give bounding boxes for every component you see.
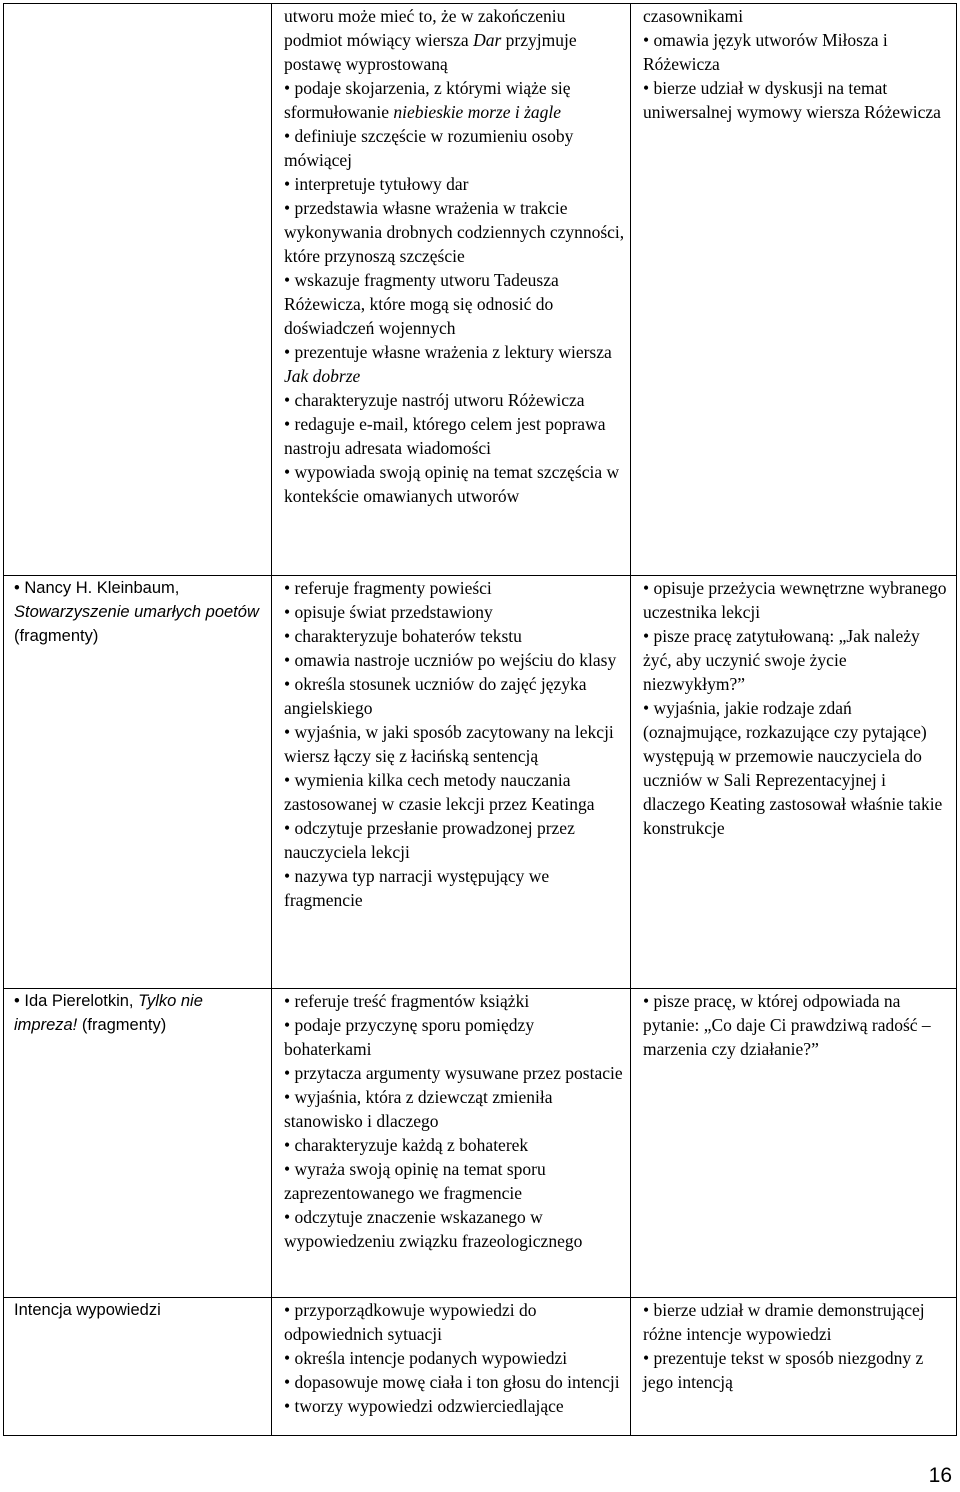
text-run: • interpretuje tytułowy dar	[284, 174, 469, 194]
text-run: • określa stosunek uczniów do zajęć języka angielskiego	[284, 674, 587, 718]
list-item	[284, 576, 625, 600]
text-run: • przyporządkowuje wypowiedzi do odpowiednich sytuacji	[284, 1300, 537, 1344]
text-run: • wyjaśnia, która z dziewcząt zmieniła stanowisko i dlaczego	[284, 1087, 553, 1131]
text-run: • prezentuje własne wrażenia z lektury wiersza	[284, 342, 612, 362]
text-run: • omawia język utworów Miłosza i Różewicza	[643, 30, 888, 74]
list-item	[284, 864, 625, 912]
italic-title: Jak dobrze	[284, 366, 361, 386]
list-item	[284, 1298, 625, 1346]
list-item	[284, 624, 625, 648]
topic-cell	[4, 989, 272, 1298]
text-run: • wyjaśnia, w jaki sposób zacytowany na lekcji wiersz łączy się z łacińską sentencją	[284, 722, 614, 766]
list-item	[284, 1085, 625, 1133]
extended-cell	[631, 1298, 957, 1436]
text-run: • wyjaśnia, jakie rodzaje zdań (oznajmujące, rozkazujące czy pytające) występują w przemowie nauczyciela do uczniów w Sali Reprezentacyjnej i dlaczego Keating zastosował właśnie takie konstrukcje	[643, 698, 943, 838]
topic-title	[14, 1298, 267, 1322]
text-run: Intencja wypowiedzi	[14, 1301, 161, 1319]
text-run: • prezentuje tekst w sposób niezgodny z jego intencją	[643, 1348, 924, 1392]
list-item	[284, 340, 625, 388]
table-row	[4, 576, 957, 989]
text-run: • wskazuje fragmenty utworu Tadeusza Różewicza, które mogą się odnosić do doświadczeń wojennych	[284, 270, 559, 338]
text-run: • dopasowuje mowę ciała i ton głosu do intencji	[284, 1372, 620, 1392]
list-item	[643, 1298, 951, 1346]
text-run: czasownikami	[643, 6, 744, 26]
list-item	[284, 1133, 625, 1157]
extended-cell	[631, 576, 957, 989]
list-item	[284, 76, 625, 124]
list-item	[643, 696, 951, 840]
text-run: • odczytuje przesłanie prowadzonej przez nauczyciela lekcji	[284, 818, 575, 862]
table-row	[4, 4, 957, 576]
text-run: • charakteryzuje bohaterów tekstu	[284, 626, 522, 646]
list-item	[643, 76, 951, 124]
list-item	[284, 196, 625, 268]
text-run: • opisuje świat przedstawiony	[284, 602, 493, 622]
skills-cell	[272, 576, 631, 989]
italic-title: Tylko nie impreza!	[14, 992, 203, 1034]
skills-cell	[272, 1298, 631, 1436]
list-item	[643, 1346, 951, 1394]
text-run: • referuje treść fragmentów książki	[284, 991, 530, 1011]
list-item	[284, 648, 625, 672]
list-item	[284, 816, 625, 864]
list-item	[284, 124, 625, 172]
list-item	[284, 1205, 625, 1253]
table-row	[4, 989, 957, 1298]
text-run: przyjmuje postawę wyprostowaną	[284, 30, 577, 74]
text-run: utworu może mieć to, że w zakończeniu podmiot mówiący wiersza	[284, 6, 566, 50]
text-run: • charakteryzuje nastrój utworu Różewicza	[284, 390, 585, 410]
text-run: • referuje fragmenty powieści	[284, 578, 492, 598]
extended-cell	[631, 4, 957, 576]
text-run: • nazywa typ narracji występujący we fragmencie	[284, 866, 550, 910]
list-item	[284, 388, 625, 412]
list-item	[284, 1394, 625, 1418]
text-run: • przytacza argumenty wysuwane przez postacie	[284, 1063, 623, 1083]
page-number: 16	[928, 1464, 952, 1487]
skills-cell	[272, 989, 631, 1298]
text-run: • wypowiada swoją opinię na temat szczęścia w kontekście omawianych utworów	[284, 462, 620, 506]
text-run: (fragmenty)	[77, 1016, 167, 1034]
list-item	[284, 1061, 625, 1085]
list-item	[643, 576, 951, 624]
text-run: • Ida Pierelotkin,	[14, 992, 139, 1010]
italic-title: niebieskie morze i żagle	[393, 102, 562, 122]
list-item	[643, 28, 951, 76]
text-run: • bierze udział w dramie demonstrującej różne intencje wypowiedzi	[643, 1300, 925, 1344]
list-item	[284, 1013, 625, 1061]
list-item	[284, 768, 625, 816]
topic-cell	[4, 576, 272, 989]
list-item	[284, 412, 625, 460]
text-run: • definiuje szczęście w rozumieniu osoby mówiącej	[284, 126, 574, 170]
text-run: • opisuje przeżycia wewnętrzne wybranego uczestnika lekcji	[643, 578, 947, 622]
list-item	[284, 268, 625, 340]
list-item	[284, 720, 625, 768]
list-item	[284, 172, 625, 196]
text-run: • tworzy wypowiedzi odzwierciedlające	[284, 1396, 564, 1416]
list-item	[284, 672, 625, 720]
list-item	[284, 1157, 625, 1205]
text-run: • wyraża swoją opinię na temat sporu zaprezentowanego we fragmencie	[284, 1159, 546, 1203]
list-item	[284, 989, 625, 1013]
text-run: • określa intencje podanych wypowiedzi	[284, 1348, 568, 1368]
list-item	[284, 460, 625, 508]
text-run: • omawia nastroje uczniów po wejściu do klasy	[284, 650, 617, 670]
topic-cell	[4, 4, 272, 576]
text-run: • wymienia kilka cech metody nauczania zastosowanej w czasie lekcji przez Keatinga	[284, 770, 595, 814]
italic-title: Dar	[473, 30, 502, 50]
extended-cell	[631, 989, 957, 1298]
text-run: • charakteryzuje każdą z bohaterek	[284, 1135, 529, 1155]
list-item	[643, 624, 951, 696]
topic-cell	[4, 1298, 272, 1436]
topic-title	[14, 576, 267, 648]
text-run: (fragmenty)	[14, 627, 99, 645]
skills-cell	[272, 4, 631, 576]
list-item	[284, 1370, 625, 1394]
list-item	[284, 600, 625, 624]
list-item	[284, 4, 625, 76]
curriculum-table	[3, 3, 957, 1436]
text-run: • podaje przyczynę sporu pomiędzy bohaterkami	[284, 1015, 535, 1059]
text-run: • podaje skojarzenia, z którymi wiąże się sformułowanie	[284, 78, 571, 122]
text-run: • odczytuje znaczenie wskazanego w wypowiedzeniu związku frazeologicznego	[284, 1207, 583, 1251]
table-row	[4, 1298, 957, 1436]
text-run: • Nancy H. Kleinbaum,	[14, 579, 180, 597]
text-run: • redaguje e-mail, którego celem jest poprawa nastroju adresata wiadomości	[284, 414, 606, 458]
list-item	[643, 4, 951, 28]
italic-title: Stowarzyszenie umarłych poetów	[14, 603, 259, 621]
list-item	[643, 989, 951, 1061]
text-run: • bierze udział w dyskusji na temat uniwersalnej wymowy wiersza Różewicza	[643, 78, 941, 122]
text-run: • przedstawia własne wrażenia w trakcie wykonywania drobnych codziennych czynności, które przynoszą szczęście	[284, 198, 625, 266]
topic-title	[14, 989, 267, 1037]
text-run: • pisze pracę, w której odpowiada na pytanie: „Co daje Ci prawdziwą radość – marzenia czy działanie?”	[643, 991, 931, 1059]
text-run: • pisze pracę zatytułowaną: „Jak należy żyć, aby uczynić swoje życie niezwykłym?”	[643, 626, 920, 694]
list-item	[284, 1346, 625, 1370]
